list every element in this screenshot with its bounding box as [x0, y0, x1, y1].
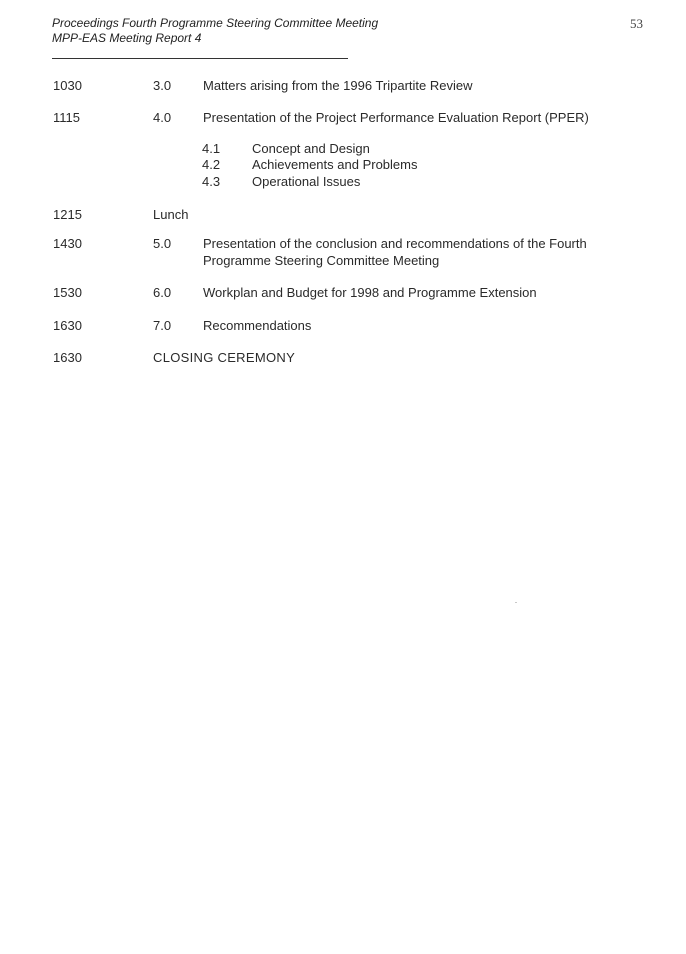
- subitem-title: Achievements and Problems: [252, 157, 418, 172]
- agenda-time: 1430: [53, 236, 82, 251]
- scan-speck: [515, 602, 517, 603]
- agenda-time: 1115: [53, 110, 80, 125]
- agenda-number: 4.0: [153, 110, 172, 125]
- agenda-title: Presentation of the Project Performance Evaluation Report (PPER): [203, 110, 589, 125]
- agenda-lunch: Lunch: [153, 207, 189, 222]
- agenda-title: Recommendations: [203, 318, 312, 333]
- agenda-time: 1630: [53, 350, 82, 365]
- agenda-time: 1030: [53, 78, 82, 93]
- agenda-number: 6.0: [153, 285, 172, 300]
- agenda-number: 5.0: [153, 236, 172, 251]
- page-number: 53: [630, 16, 643, 31]
- agenda-number: 7.0: [153, 318, 172, 333]
- header-line-2: MPP-EAS Meeting Report 4: [52, 31, 202, 45]
- agenda-time: 1530: [53, 285, 82, 300]
- agenda-number: 3.0: [153, 78, 172, 93]
- agenda-time: 1630: [53, 318, 82, 333]
- subitem-number: 4.2: [202, 157, 221, 172]
- header-line-1: Proceedings Fourth Programme Steering Committee Meeting: [52, 16, 379, 30]
- header-rule: [52, 58, 348, 59]
- closing-ceremony: CLOSING CEREMONY: [153, 350, 296, 365]
- agenda-title: Presentation of the conclusion and recommendations of the Fourth Programme Steering Committee Meeting: [203, 236, 587, 268]
- subitem-number: 4.3: [202, 174, 221, 189]
- subitem-title: Operational Issues: [252, 174, 361, 189]
- agenda-title: Matters arising from the 1996 Tripartite Review: [203, 78, 473, 93]
- subitem-number: 4.1: [202, 141, 221, 156]
- agenda-title: Workplan and Budget for 1998 and Programme Extension: [203, 285, 537, 300]
- agenda-time: 1215: [53, 207, 82, 222]
- running-header: [52, 16, 378, 46]
- subitem-title: Concept and Design: [252, 141, 370, 156]
